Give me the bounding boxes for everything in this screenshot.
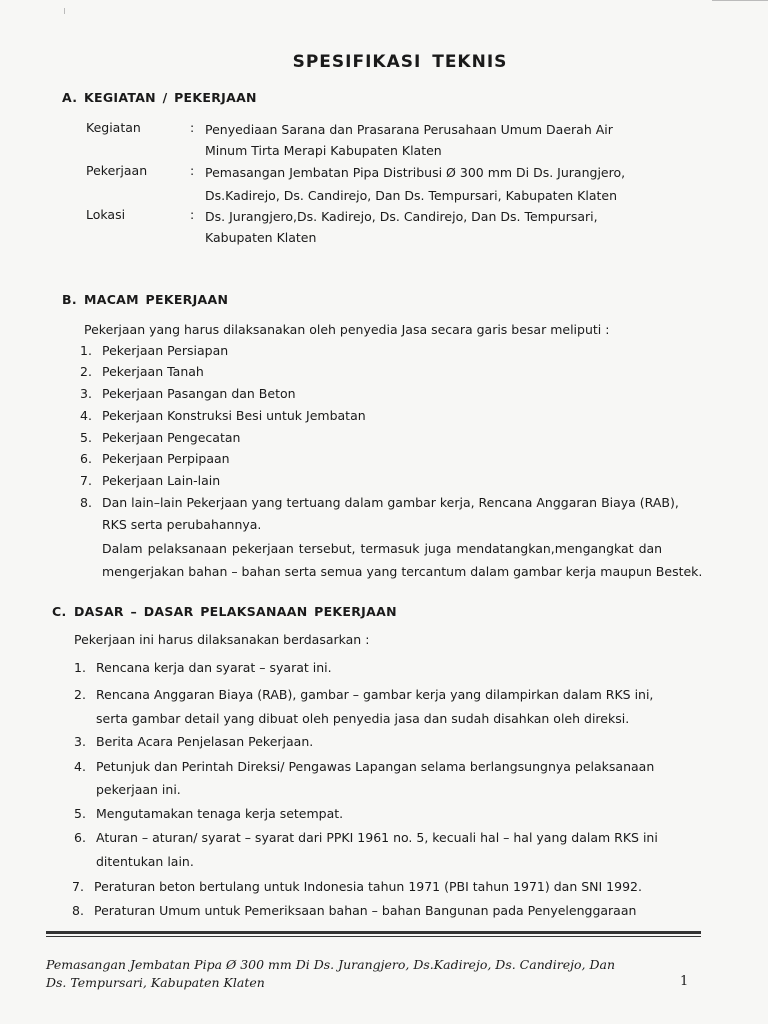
kv-value-line: Pemasangan Jembatan Pipa Distribusi Ø 300 mm Di Ds. Jurangjero, [205, 165, 626, 180]
kv-colon: : [190, 207, 195, 222]
page-number: 1 [680, 974, 689, 989]
footer-divider [46, 931, 701, 934]
section-letter: C. [52, 604, 67, 619]
section-title: MACAM PEKERJAAN [84, 292, 229, 307]
kv-value-line: Ds.Kadirejo, Ds. Candirejo, Dan Ds. Tempursari, Kabupaten Klaten [205, 188, 617, 203]
footer-line: Pemasangan Jembatan Pipa Ø 300 mm Di Ds. Jurangjero, Ds.Kadirejo, Ds. Candirejo, Dan [46, 957, 615, 972]
section-letter: B. [62, 292, 77, 307]
section-letter: A. [62, 90, 78, 105]
kv-key: Lokasi [86, 207, 126, 222]
kv-value-line: Minum Tirta Merapi Kabupaten Klaten [205, 143, 442, 158]
section-b-intro: Pekerjaan yang harus dilaksanakan oleh penyedia Jasa secara garis besar meliputi : [84, 322, 610, 337]
section-b-heading [62, 292, 228, 307]
document-title: SPESIFIKASI TEKNIS [292, 52, 508, 72]
footer-line: Ds. Tempursari, Kabupaten Klaten [46, 975, 265, 990]
section-c-heading [52, 604, 397, 619]
kv-colon: : [190, 120, 195, 135]
scan-speck [64, 8, 65, 14]
kv-key: Kegiatan [86, 120, 141, 135]
footer-text [46, 956, 656, 992]
section-title: KEGIATAN / PEKERJAAN [84, 90, 257, 105]
kv-value-line: Kabupaten Klaten [205, 230, 317, 245]
footer-divider [46, 936, 701, 937]
kv-key: Pekerjaan [86, 163, 148, 178]
kv-value-line: Penyediaan Sarana dan Prasarana Perusahaan Umum Daerah Air [205, 122, 613, 137]
document-page: SPESIFIKASI TEKNIS A. KEGIATAN / PEKERJAAN Kegiatan : Penyediaan Sarana dan Prasarana Perusahaan Umum Daerah Air Minum Tirta Merapi Kabupaten Klaten Pekerjaan : Pemasangan Jembatan Pipa Distribusi Ø 300 mm Di Ds. Jurangjero, Ds.Kadirejo, Ds. Candirejo, Dan Ds. Tempursari, Kabupaten Klaten Lokasi : Ds. Jurangjero,Ds. Kadirejo, Ds. Candirejo, Dan Ds. Tempursari, Kabupaten Klaten B. MACAM PEKERJAAN Pekerjaan yang harus dilaksanakan oleh penyedia Jasa secara garis besar meliputi : 1. Pekerjaan Persiapan 2. Pekerjaan Tanah 3. Pekerjaan Pasangan dan Beton 4. Pekerjaan Konstruksi Besi untuk Jembatan 5. Pekerjaan Pengecatan 6. Pekerjaan Perpipaan 7. Pekerjaan Lain-lain 8. Dan lain–lain Pekerjaan yang tertuang dalam gambar kerja, Rencana Anggaran Biaya (RAB), RKS serta perubahannya. Dalam pelaksanaan pekerjaan tersebut, termasuk juga mendatangkan,mengangkat dan mengerjakan bahan – bahan serta semua yang tercantum dalam gambar kerja maupun Bestek. C. DASAR – DASAR PELAKSANAAN PEKERJAAN Pekerjaan ini harus dilaksanakan berdasarkan : 1. Rencana kerja dan syarat – syarat ini. 2. Rencana Anggaran Biaya (RAB), gambar – gambar kerja yang dilampirkan dalam RKS ini, serta gambar detail yang dibuat oleh penyedia jasa dan sudah disahkan oleh direksi. 3. Berita Acara Penjelasan Pekerjaan. 4. Petunjuk dan Perintah Direksi/ Pengawas Lapangan selama berlangsungnya pelaksanaan pekerjaan ini. 5. Mengutamakan tenaga kerja setempat. 6. Aturan – aturan/ syarat – syarat dari PPKI 1961 no. 5, kecuali hal – hal yang dalam RKS ini ditentukan lain. 7. Peraturan beton bertulang untuk Indonesia tahun 1971 (PBI tahun 1971) dan SNI 1992. 8. Peraturan Umum untuk Pemeriksaan bahan – bahan Bangunan pada Penyelenggaraan Pemasangan Jembatan Pipa Ø 300 mm Di Ds. Jurangjero, Ds.Kadirejo, Ds. Candirejo, Dan Ds. Tempursari, Kabupaten Klaten 1 [0, 0, 768, 1024]
section-title: DASAR – DASAR PELAKSANAAN PEKERJAAN [74, 604, 397, 619]
kv-value-line: Ds. Jurangjero,Ds. Kadirejo, Ds. Candirejo, Dan Ds. Tempursari, [205, 209, 598, 224]
section-a-heading [62, 90, 257, 105]
kv-colon: : [190, 163, 195, 178]
scan-speck [712, 0, 768, 1]
section-c-intro: Pekerjaan ini harus dilaksanakan berdasarkan : [74, 632, 370, 647]
